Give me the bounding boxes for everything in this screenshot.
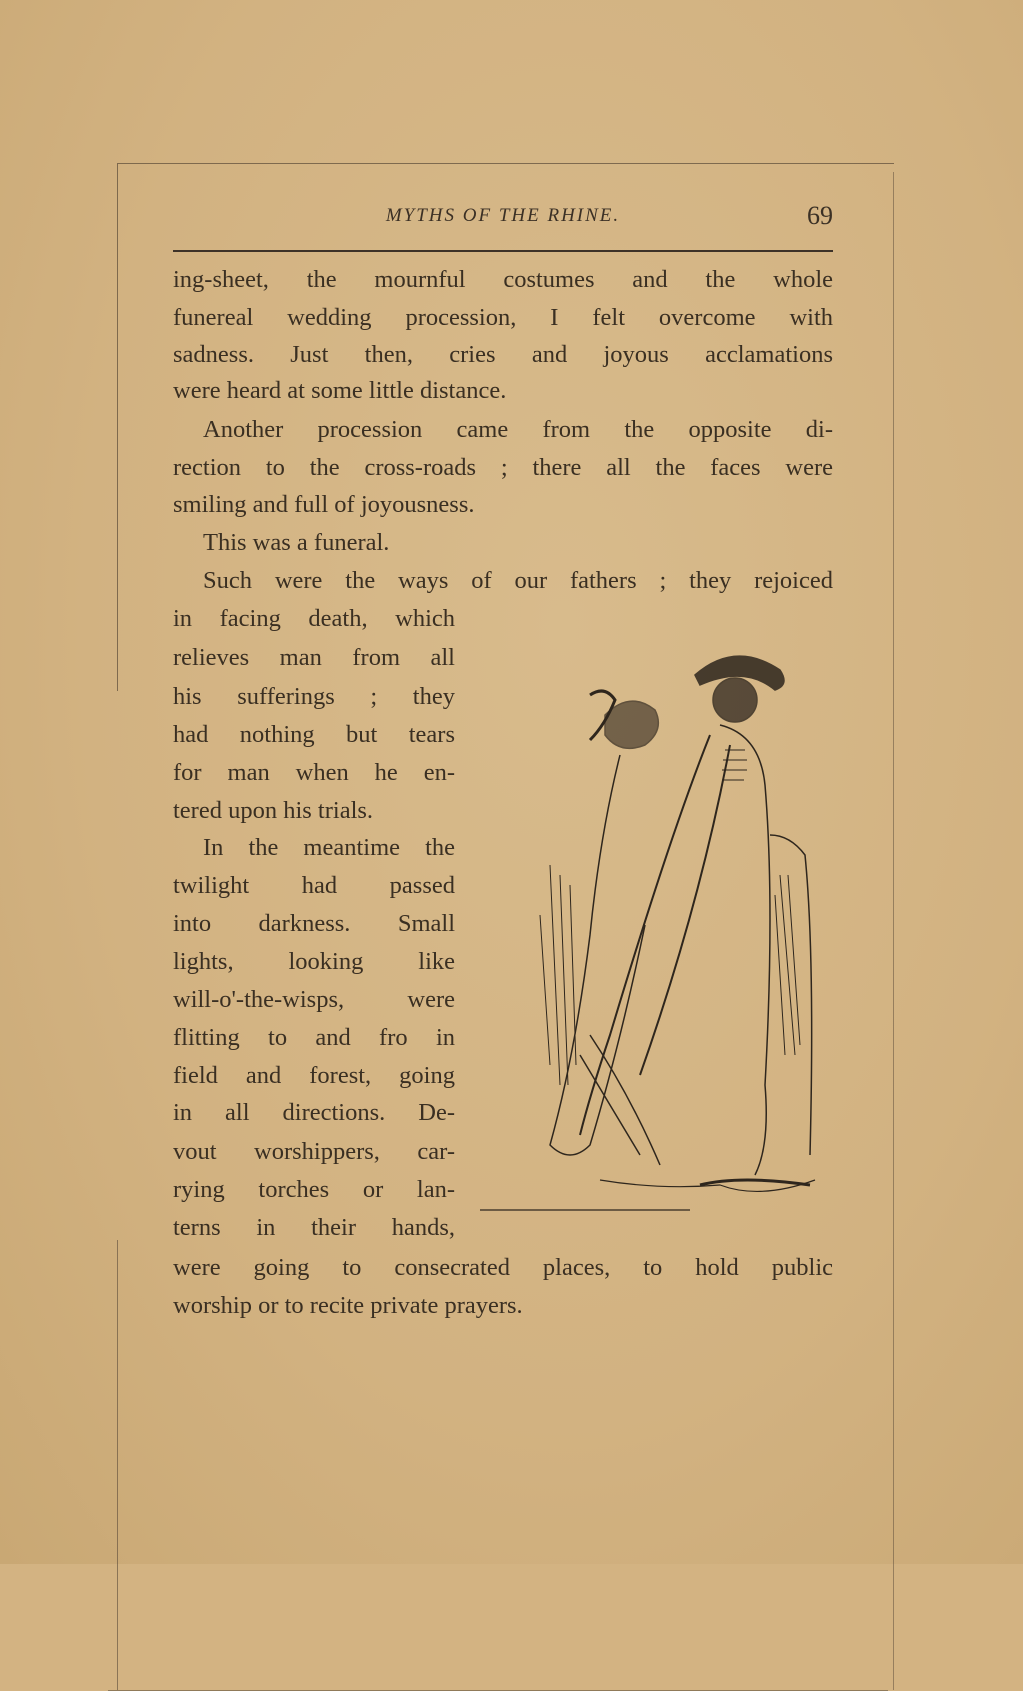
text-line: for man when he en- — [173, 759, 455, 786]
text-line: In the meantime the — [203, 834, 455, 861]
text-line: field and forest, going — [173, 1062, 455, 1089]
text-line: funereal wedding procession, I felt overcome with — [173, 304, 833, 331]
text-line: tered upon his trials. — [173, 797, 374, 824]
text-line: rection to the cross-roads ; there all the faces were — [173, 454, 833, 481]
text-line: relieves man from all — [173, 644, 455, 671]
text-line: worship or to recite private prayers. — [173, 1292, 523, 1319]
text-line: This was a funeral. — [203, 529, 390, 556]
text-line: flitting to and fro in — [173, 1024, 455, 1051]
text-line: Such were the ways of our fathers ; they rejoiced — [203, 567, 833, 594]
header-rule — [173, 250, 833, 252]
text-line: Another procession came from the opposite di- — [203, 416, 833, 443]
text-line: ing-sheet, the mournful costumes and the whole — [173, 266, 833, 293]
text-line: in all directions. De- — [173, 1099, 455, 1126]
text-line: smiling and full of joyousness. — [173, 491, 475, 518]
page-number: 69 — [807, 201, 833, 230]
frame-border-top — [118, 163, 894, 164]
text-line: lights, looking like — [173, 948, 455, 975]
text-line: were going to consecrated places, to hold public — [173, 1254, 833, 1281]
text-line: were heard at some little distance. — [173, 377, 507, 404]
text-line: will-o'-the-wisps, were — [173, 986, 455, 1013]
text-line: vout worshippers, car- — [173, 1138, 455, 1165]
text-line: twilight had passed — [173, 872, 455, 899]
text-line: terns in their hands, — [173, 1214, 455, 1241]
text-line: rying torches or lan- — [173, 1176, 455, 1203]
text-line: into darkness. Small — [173, 910, 455, 937]
frame-border-left — [117, 163, 118, 691]
frame-border-left-lower — [117, 1240, 118, 1690]
running-title: MYTHS OF THE RHINE. — [385, 205, 621, 226]
page-header — [173, 201, 833, 245]
text-line: had nothing but tears — [173, 721, 455, 748]
text-line: in facing death, which — [173, 605, 455, 632]
frame-border-right — [893, 172, 894, 1690]
skeleton-illustration — [470, 635, 830, 1225]
text-line: his sufferings ; they — [173, 683, 455, 710]
text-line: sadness. Just then, cries and joyous acclamations — [173, 341, 833, 368]
